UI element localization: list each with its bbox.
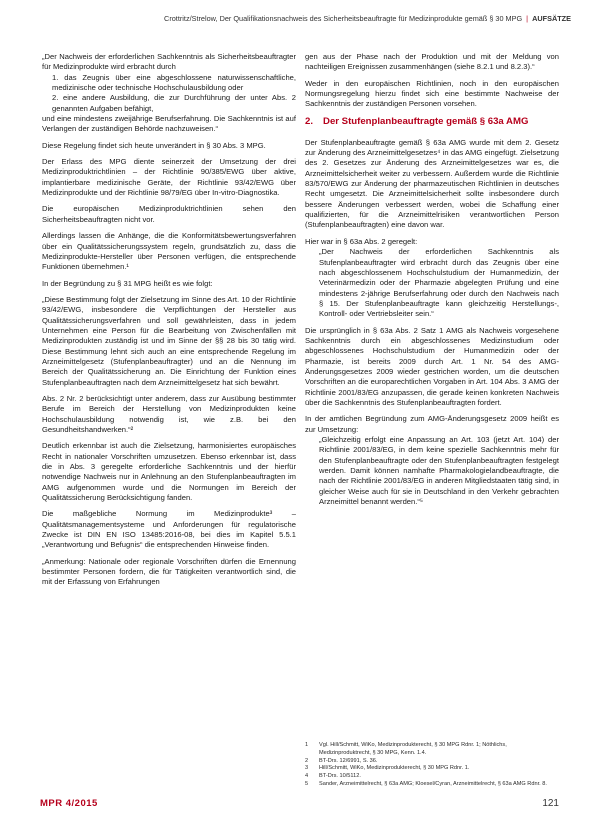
block-quote: „Diese Bestimmung folgt der Zielsetzung im Sinne des Art. 10 der Richtlinie 93/42/EWG, insbesondere die Verpflichtungen der Hersteller aus Qualitätssicherungsverfahren und soll gewährleisten, dass in jedem Unternehmen eine Person für die Bearbeitung von Zwischenfällen mit Medizinprodukten zuständig ist und im Sinne der §§ 28 bis 30 tätig wird. Diese Bestimmung lehnt sich auch an eine entsprechende Regelung im Arzneimittelgesetz (Stufenplanbeauftragter) und an die Nennung im Bereich der Qualitätssicherung an. Die Einrichtung der Funktion eines Stufenplanbeauftragten nach dem Arzneimittelgesetz hat sich bewährt.: [42, 294, 296, 387]
footnote: 5 Sander, Arzneimittelrecht, § 63a AMG; Kloesel/Cyran, Arzneimittelrecht, § 63a AMG Rdnr. 8.: [305, 780, 547, 787]
paragraph: Weder in den europäischen Richtlinien, noch in den europäischen Normungsregelung hierzu findet sich eine bestimmte Nachweise der Sachkenntnis der zuständigen Personen vorsehen.: [305, 78, 559, 109]
footnote: 2 BT-Drs. 12/6991, S. 36.: [305, 757, 378, 764]
paragraph: gen aus der Phase nach der Produktion und mit der Meldung von nachteiligen Ereignissen zusammenhängen (siehe 8.2.1 und 8.2.3).“: [305, 52, 559, 72]
section-title: Der Stufenplanbeauftragte gemäß § 63a AMG: [323, 115, 529, 127]
page-number: 121: [542, 798, 559, 809]
paragraph: In der amtlichen Begründung zum AMG-Änderungsgesetz 2009 heißt es zur Umsetzung:: [305, 414, 559, 434]
page-footer: [40, 798, 559, 809]
paragraph: Der Stufenplanbeauftragte gemäß § 63a AMG wurde mit dem 2. Gesetz zur Änderung des Arzneimittelgesetzes⁴ in das AMG eingefügt. Zielsetzung des 2. Gesetzes zur Änderung des Arzneimittelgesetzes war es, die Arzneimittelsicherheit weiter zu verbessern. Außerdem wurde die Richtlinie 83/570/EWG zur Änderung der pharmazeutischen Richtlinien in deutsches Recht umgesetzt. Die Arzneimittelsicherheit sollte insbesondere durch bessere Änderungen verbessert werden, wobei die Schaffung einer qualifizierten, für die Arzneimittelrisiken verantwortlichen Person (Stufenplanbeauftragten) eine davon war.: [305, 137, 559, 230]
right-column: [305, 52, 559, 513]
footnote: 1 Vgl. Hill/Schmitt, WiKo, Medizinprodukterecht, § 30 MPG Rdnr. 1; Nöthlichs, Medizinproduktrecht, § 30 MPG, Kenn. 1.4.: [305, 742, 507, 756]
header-separator: |: [526, 14, 529, 23]
paragraph: Diese Regelung findet sich heute unverändert in § 30 Abs. 3 MPG.: [42, 140, 266, 150]
footnote: 4 BT-Drs. 10/5112.: [305, 773, 361, 780]
paragraph: Die ursprünglich in § 63a Abs. 2 Satz 1 AMG als Nachweis vorgesehene Sachkenntnis durch ein abgeschlossenes Medizinstudium oder abgeschlossenes Hochschulstudium der Humanmedizin oder der Pharmazie, ist bereits 2009 durch Art. 1 Nr. 54 des AMG-Änderungsgesetzes 2009 wieder gestrichen worden, um die deutschen Vorschriften an die europarechtlichen Vorgaben in Art. 104 Abs. 3 AMG der Richtlinie 2001/83/EG anzupassen, die gerade keinen konkreten Nachweis über die Sachkenntnis des Stufenplanbeauftragten fordert.: [305, 325, 559, 407]
running-header: [40, 14, 571, 23]
paragraph: Deutlich erkennbar ist auch die Zielsetzung, harmonisiertes europäisches Recht in nationaler Vorschriften umzusetzen. Ebenso erkennbar ist, dass die in Abs. 3 geregelte erforderliche Sachkenntnis und der hierfür notwendige Nachweis nur in Anlehnung an den Stufenplanbeauftragten im AMG aufgenommen wurde und die Normungen im Bereich der Qualitätssicherung Berücksichtigung fanden.: [42, 441, 296, 503]
paragraph: Hier war in § 63a Abs. 2 geregelt:: [305, 236, 418, 246]
paragraph: In der Begründung zu § 31 MPG heißt es wie folgt:: [42, 278, 213, 288]
header-title: Crottritz/Strelow, Der Qualifikationsnachweis des Sicherheitsbeauftragte für Medizinprodukte gemäß § 30 MPG: [164, 14, 523, 23]
quote-item-1: 1. das Zeugnis über eine abgeschlossene naturwissenschaftliche, medizinische oder technische Hochschulausbildung oder: [52, 72, 296, 93]
block-quote: „Anmerkung: Nationale oder regionale Vorschriften dürfen die Ernennung bestimmter Personen fordern, die für Tätigkeiten verantwortlich sind, die mit der Erfassung von Erfahrungen: [42, 556, 296, 587]
footnotes: [305, 742, 559, 789]
section-heading: [305, 116, 559, 128]
quote-item-2: 2. eine andere Ausbildung, die zur Durchführung der unter Abs. 2 genannten Aufgaben befähigt,: [52, 93, 296, 113]
section-number: 2.: [305, 115, 314, 127]
block-quote: Abs. 2 Nr. 2 berücksichtigt unter anderem, dass zur Ausübung bestimmter Berufe im Bereich der Herstellung von Medizinprodukten keine Hochschulausbildung notwendig ist, wie z.B. bei den Gesundheitshandwerken.“²: [42, 393, 296, 434]
journal-issue: MPR 4/2015: [40, 798, 98, 809]
quote-end: und eine mindestens zweijährige Berufserfahrung. Die Sachkenntnis ist auf Verlangen der zuständigen Behörde nachzuweisen.“: [42, 114, 296, 134]
paragraph: Die maßgebliche Normung im Medizinprodukte³ – Qualitätsmanagementsysteme und Anforderungen für regulatorische Zwecke ist DIN EN ISO 13485:2016-08, bei dies im Kapitel 5.5.1 „Verantwortung und Befugnis“ die entsprechenden Hinweise finden.: [42, 509, 296, 550]
block-quote: „Der Nachweis der erforderlichen Sachkenntnis als Stufenplanbeauftragter wird erbracht durch das Zeugnis über eine nach abgeschlossenem Hochschulstudium der Humanmedizin, der Veterinärmedizin oder der Pharmazie abgelegten Prüfung und eine mindestens 2-jährige Berufserfahrung oder durch den Nachweis nach § 15. Der Stufenplanbeauftragte kann gleichzeitig Herstellungs-, Kontroll- oder Vertriebsleiter sein.“: [319, 247, 559, 319]
footnote: 3 Hill/Schmitt, WiKo, Medizinprodukterecht, § 30 MPG Rdnr. 1.: [305, 765, 470, 772]
block-quote: „Gleichzeitig erfolgt eine Anpassung an Art. 103 (jetzt Art. 104) der Richtlinie 2001/83/EG, in dem keine spezielle Sachkenntnis mehr für den Stufenplanbeauftragte oder den Stufenplanbeauftragten festgelegt werden. Damit können namhafte Pharmakologielandbeauftragte, die nach der Richtlinie 2001/83/EG in anderen Mitgliedstaaten tätig sind, in gleicher Weise auch für sie in Deutschland in den Verkehr gebrachten Arzneimittel benannt werden.“⁵: [319, 435, 559, 507]
header-section: AUFSÄTZE: [532, 14, 571, 23]
paragraph: Allerdings lassen die Anhänge, die die Konformitätsbewertungsverfahren über ein Qualitätssicherungssystem regeln, grundsätzlich zu, dass die Medizinprodukte-Hersteller über Personen verfügen, die entsprechende Funktionen übernehmen.¹: [42, 231, 296, 272]
paragraph: Der Erlass des MPG diente seinerzeit der Umsetzung der drei Medizinproduktrichtlinien – der Richtlinie 90/385/EWG über aktive, implantierbare medizinische Geräte, der Richtlinie 93/42/EWG über Medizinprodukte und der Richtlinie 98/79/EG über In-vitro-Diagnostika.: [42, 157, 296, 198]
quote-intro: „Der Nachweis der erforderlichen Sachkenntnis als Sicherheitsbeauftragter für Medizinprodukte wird erbracht durch: [42, 52, 296, 72]
left-column: [42, 52, 296, 594]
paragraph: Die europäischen Medizinproduktrichtlinien sehen den Sicherheitsbeauftragten nicht vor.: [42, 204, 296, 224]
